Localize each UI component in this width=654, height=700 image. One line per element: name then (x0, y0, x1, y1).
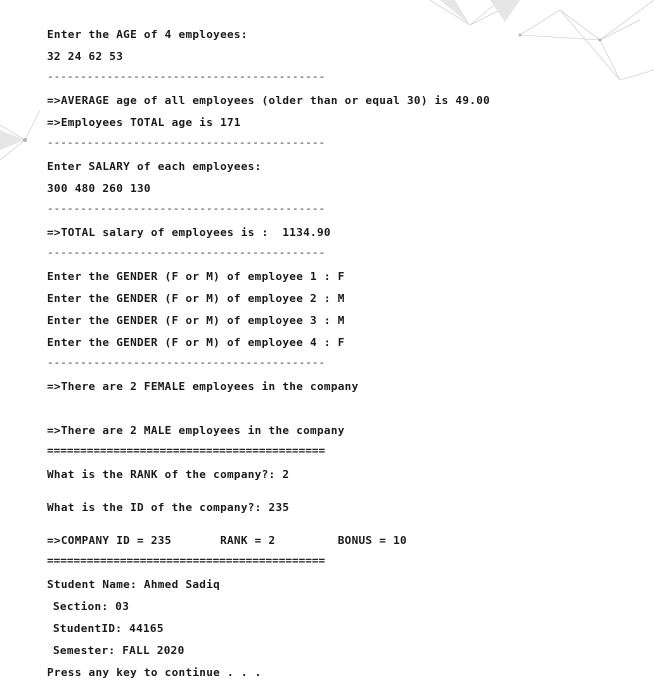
rank-prompt: What is the RANK of the company?: 2 (47, 468, 290, 481)
gender-line-3: Enter the GENDER (F or M) of employee 3 : M (47, 314, 345, 327)
id-prompt: What is the ID of the company?: 235 (47, 501, 290, 514)
student-id: StudentID: 44165 (53, 622, 164, 635)
company-summary: =>COMPANY ID = 235 RANK = 2 BONUS = 10 (47, 534, 407, 547)
total-salary-line: =>TOTAL salary of employees is : 1134.90 (47, 226, 331, 239)
gender-line-2: Enter the GENDER (F or M) of employee 2 : M (47, 292, 345, 305)
separator: ------------------------------------------ (47, 136, 326, 149)
total-age-line: =>Employees TOTAL age is 171 (47, 116, 241, 129)
age-prompt: Enter the AGE of 4 employees: (47, 28, 248, 41)
double-separator: ========================================== (47, 444, 326, 457)
student-name: Student Name: Ahmed Sadiq (47, 578, 221, 591)
separator: ------------------------------------------ (47, 356, 326, 369)
gender-line-4: Enter the GENDER (F or M) of employee 4 : F (47, 336, 345, 349)
salary-prompt: Enter SALARY of each employees: (47, 160, 262, 173)
male-count-line: =>There are 2 MALE employees in the company (47, 424, 345, 437)
section: Section: 03 (53, 600, 130, 613)
separator: ------------------------------------------ (47, 246, 326, 259)
female-count-line: =>There are 2 FEMALE employees in the company (47, 380, 359, 393)
double-separator: ========================================== (47, 554, 326, 567)
average-age-line: =>AVERAGE age of all employees (older than or equal 30) is 49.00 (47, 94, 491, 107)
gender-line-1: Enter the GENDER (F or M) of employee 1 : F (47, 270, 345, 283)
semester: Semester: FALL 2020 (53, 644, 185, 657)
age-input: 32 24 62 53 (47, 50, 124, 63)
separator: ------------------------------------------ (47, 202, 326, 215)
press-key-prompt: Press any key to continue . . . (47, 666, 262, 679)
salary-input: 300 480 260 130 (47, 182, 151, 195)
separator: ------------------------------------------ (47, 70, 326, 83)
